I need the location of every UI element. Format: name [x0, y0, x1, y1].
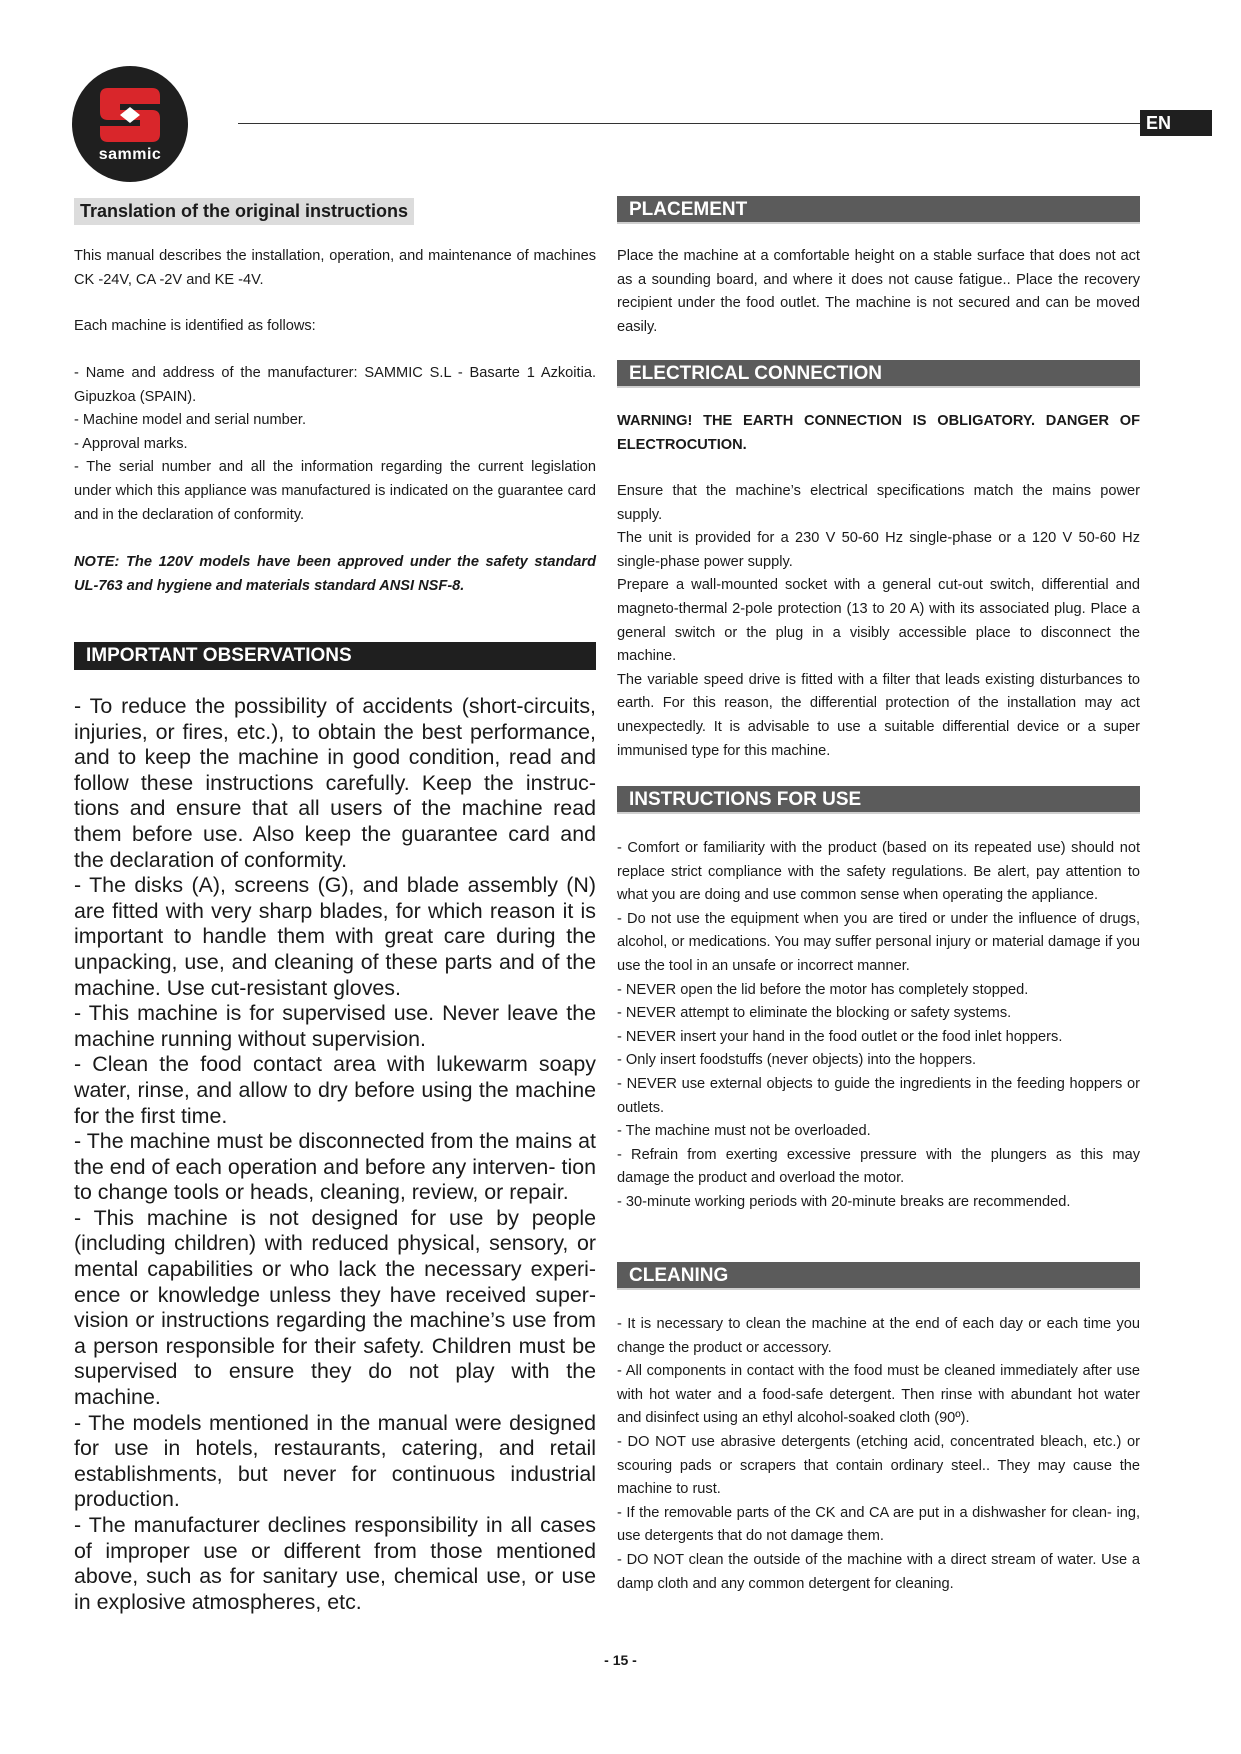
list-item: - The disks (A), screens (G), and blade assembly (N) are fitted with very sharp blades, for which reason it is important to handle them with great care during the unpacking, use, and cleaning of these parts and of the machine. Use cut-resistant gloves. [74, 873, 596, 1000]
language-badge: EN [1140, 110, 1212, 136]
sammic-logo [72, 66, 188, 182]
identified-paragraph: Each machine is identified as follows: [74, 318, 316, 334]
list-item: Prepare a wall-mounted socket with a general cut-out switch, differential and magneto-thermal 2-pole protection (13 to 20 A) with its associated plug. Place a general switch or the plug in a visibly accessible place to disconnect the machine. [617, 577, 1140, 665]
logo-text: sammic [98, 146, 162, 163]
instructions-list [617, 837, 1140, 1215]
list-item: - Do not use the equipment when you are tired or under the influence of drugs, alcohol, or medications. You may suffer personal injury or material damage if you use the tool in an unsafe or incorrect manner. [617, 910, 1140, 974]
list-item: - NEVER open the lid before the motor has completely stopped. [617, 981, 1029, 998]
list-item: - Approval marks. [74, 435, 188, 452]
list-item: - NEVER use external objects to guide the ingredients in the feeding hoppers or outlets. [617, 1075, 1140, 1116]
list-item: - Machine model and serial number. [74, 412, 306, 429]
list-item: - DO NOT clean the outside of the machine with a direct stream of water. Use a damp cloth and any common detergent for cleaning. [617, 1551, 1140, 1592]
document-subtitle: Translation of the original instructions [74, 198, 414, 225]
important-observations-header: IMPORTANT OBSERVATIONS [74, 642, 596, 670]
intro-paragraph: This manual describes the installation, operation, and maintenance of machines CK -24V, CA -2V and KE -4V. [74, 248, 596, 288]
list-item: - The models mentioned in the manual were designed for use in hotels, restaurants, catering, and retail establishments, but never for continuous industrial production. [74, 1410, 596, 1512]
list-item: - The machine must not be overloaded. [617, 1123, 871, 1140]
list-item: - Clean the food contact area with lukewarm soapy water, rinse, and allow to dry before using the machine for the first time. [74, 1052, 596, 1128]
electrical-list [617, 480, 1140, 763]
electrical-connection-header: ELECTRICAL CONNECTION [617, 360, 1140, 388]
list-item: - DO NOT use abrasive detergents (etching acid, concentrated bleach, etc.) or scouring pads or scrapers that contain ordinary steel.. They may cause the machine to rust. [617, 1433, 1140, 1498]
list-item: - This machine is not designed for use by people (including children) with reduced physical, sensory, or mental capabilities or who lack the necessary experi- ence or knowledge unless they have received super- vision or instructions regarding the machine’s use from a person responsible for their safety. Children must be supervised to ensure they do not play with the machine. [74, 1205, 596, 1410]
list-item: - All components in contact with the food must be cleaned immediately after use with hot water and a food-safe detergent. Then rinse with abundant hot water and disinfect using an ethyl alcohol-soaked cloth (90º). [617, 1363, 1140, 1427]
important-observations-list [74, 694, 596, 1615]
list-item: - Only insert foodstuffs (never objects) into the hoppers. [617, 1052, 977, 1069]
list-item: - This machine is for supervised use. Never leave the machine running without supervision. [74, 1001, 596, 1051]
list-item: - The serial number and all the information regarding the current legislation under which this appliance was manufactured is indicated on the guarantee card and in the declaration of conformity. [74, 459, 596, 523]
identification-list [74, 362, 596, 527]
cleaning-list [617, 1313, 1140, 1596]
placement-paragraph: Place the machine at a comfortable height on a stable surface that does not act as a sounding board, and where it does not cause fatigue.. Place the recovery recipient under the food outlet. The machine is not secured and can be moved easily. [617, 248, 1140, 335]
list-item: - NEVER attempt to eliminate the blocking or safety systems. [617, 1005, 1012, 1022]
list-item: - If the removable parts of the CK and CA are put in a dishwasher for clean- ing, use detergents that do not damage them. [617, 1504, 1140, 1545]
cleaning-header: CLEANING [617, 1262, 1140, 1290]
list-item: - The machine must be disconnected from the mains at the end of each operation and before any interven- tion to change tools or heads, cleaning, review, or repair. [74, 1129, 596, 1205]
list-item: - It is necessary to clean the machine at the end of each day or each time you change the product or accessory. [617, 1316, 1140, 1356]
list-item: - Comfort or familiarity with the product (based on its repeated use) should not replace strict compliance with the safety regulations. Be alert, pay attention to what you are doing and use common sense when operating the appliance. [617, 840, 1140, 904]
list-item: - Refrain from exerting excessive pressure with the plungers as this may damage the product and overload the motor. [617, 1146, 1140, 1187]
header-rule [238, 123, 1140, 124]
instructions-for-use-header: INSTRUCTIONS FOR USE [617, 786, 1140, 814]
list-item: - Name and address of the manufacturer: SAMMIC S.L - Basarte 1 Azkoitia. Gipuzkoa (SPAIN). [74, 365, 596, 405]
list-item: - NEVER insert your hand in the food outlet or the food inlet hoppers. [617, 1028, 1063, 1045]
list-item: Ensure that the machine’s electrical specifications match the mains power supply. [617, 483, 1140, 523]
list-item: - The manufacturer declines responsibility in all cases of improper use or different from those mentioned above, such as for sanitary use, chemical use, or use in explosive atmospheres, etc. [74, 1513, 596, 1614]
list-item: The variable speed drive is fitted with a filter that leads existing disturbances to earth. For this reason, the differential protection of the installation may act unexpectedly. It is advisable to use a suitable differential device or a super immunised type for this machine. [617, 671, 1140, 759]
logo-s-icon [72, 66, 188, 182]
electrical-warning: WARNING! THE EARTH CONNECTION IS OBLIGATORY. DANGER OF ELECTROCUTION. [617, 413, 1140, 453]
note-paragraph: NOTE: The 120V models have been approved under the safety standard UL-763 and hygiene and materials standard ANSI NSF-8. [74, 554, 596, 594]
list-item: The unit is provided for a 230 V 50-60 Hz single-phase or a 120 V 50-60 Hz single-phase power supply. [617, 530, 1140, 570]
placement-header: PLACEMENT [617, 196, 1140, 224]
list-item: - 30-minute working periods with 20-minute breaks are recommended. [617, 1193, 1071, 1210]
list-item: - To reduce the possibility of accidents (short-circuits, injuries, or fires, etc.), to obtain the best performance, and to keep the machine in good condition, read and follow these instructions carefully. Keep the instruc- tions and ensure that all users of the machine read them before use. Also keep the guarantee card and the declaration of conformity. [74, 694, 596, 872]
page-number: - 15 - [604, 1652, 637, 1668]
